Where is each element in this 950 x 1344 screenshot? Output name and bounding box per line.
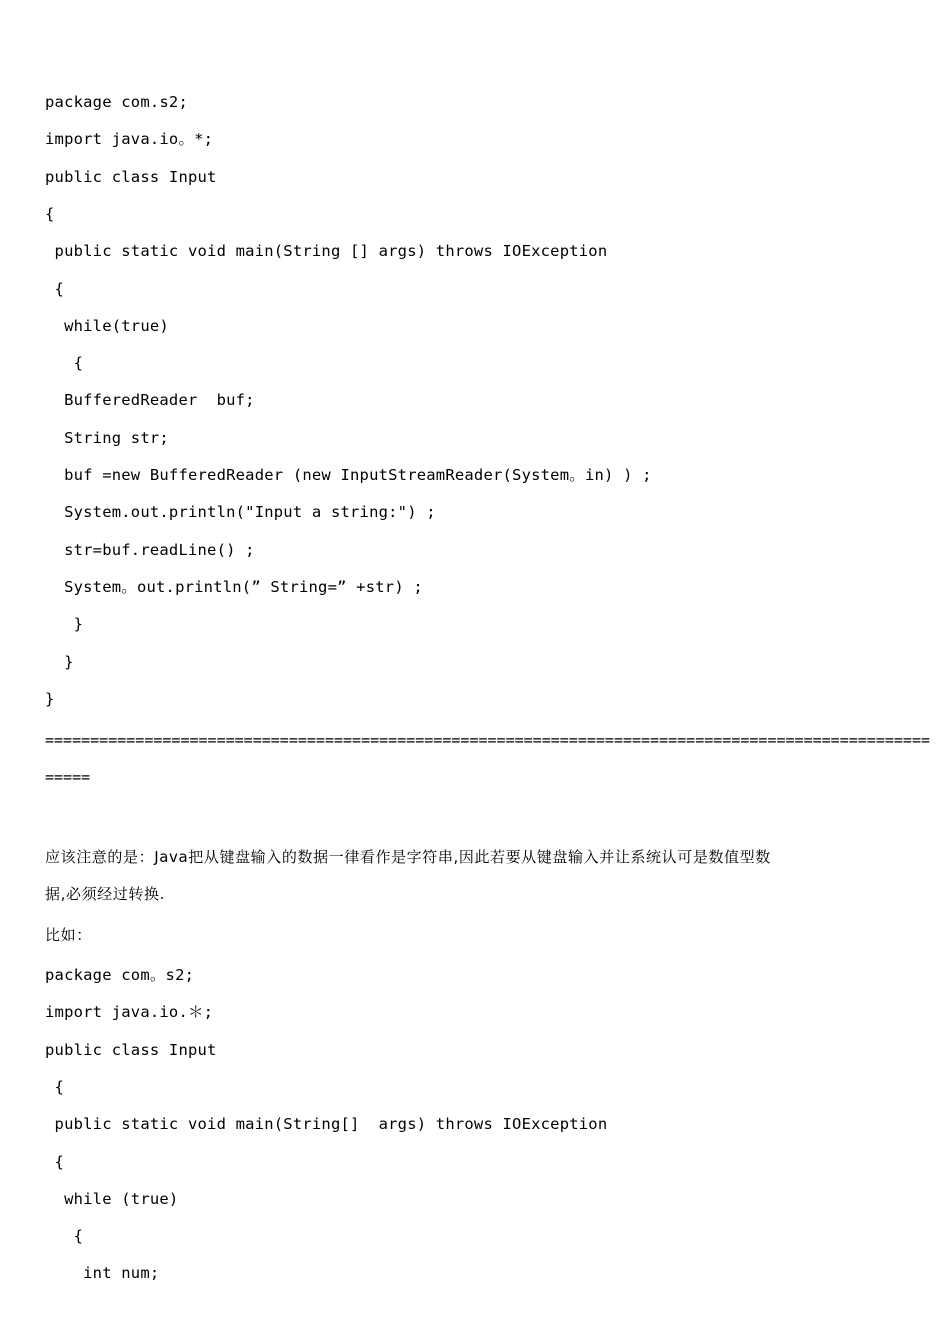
code-line: while (true) (45, 1189, 179, 1208)
note-paragraph-line-2: 据,必须经过转换. (45, 885, 165, 903)
code-line: public static void main(String [] args) throws IOException (45, 242, 608, 261)
code-line: } (45, 615, 84, 634)
code-line: { (45, 279, 65, 298)
code-line: while(true) (45, 316, 169, 335)
code-line: { (45, 1077, 65, 1096)
code-line: buf =new BufferedReader (new InputStreamReader(System。in) ) ; (45, 466, 652, 484)
separator-line-continued: ===== (45, 768, 91, 786)
code-line: public class Input (45, 167, 217, 186)
code-line: { (45, 1152, 65, 1171)
code-line: package com。s2; (45, 966, 195, 984)
code-line: package com.s2; (45, 93, 188, 111)
code-line: import java.io。*; (45, 130, 214, 149)
example-label: 比如： (45, 926, 92, 944)
code-line: public static void main(String[] args) throws IOException (45, 1115, 608, 1134)
code-line: int num; (45, 1264, 160, 1283)
code-line: } (45, 689, 55, 708)
code-line: { (45, 1227, 84, 1246)
code-line: { (45, 204, 55, 223)
code-line: BufferedReader buf; (45, 391, 255, 410)
code-line: System.out.println("Input a string:") ; (45, 503, 436, 522)
code-line: String str; (45, 428, 169, 447)
code-line: { (45, 354, 84, 373)
separator-line: ================================================================================================== (45, 731, 931, 749)
code-line: System。out.println(” String=” +str) ; (45, 577, 423, 596)
code-line: str=buf.readLine() ; (45, 540, 255, 559)
code-line: } (45, 652, 74, 671)
code-line: import java.io.＊; (45, 1003, 214, 1022)
code-line: public class Input (45, 1040, 217, 1059)
note-paragraph-line-1: 应该注意的是：Java把从键盘输入的数据一律看作是字符串,因此若要从键盘输入并让系统认可是数值型数 (45, 848, 771, 866)
